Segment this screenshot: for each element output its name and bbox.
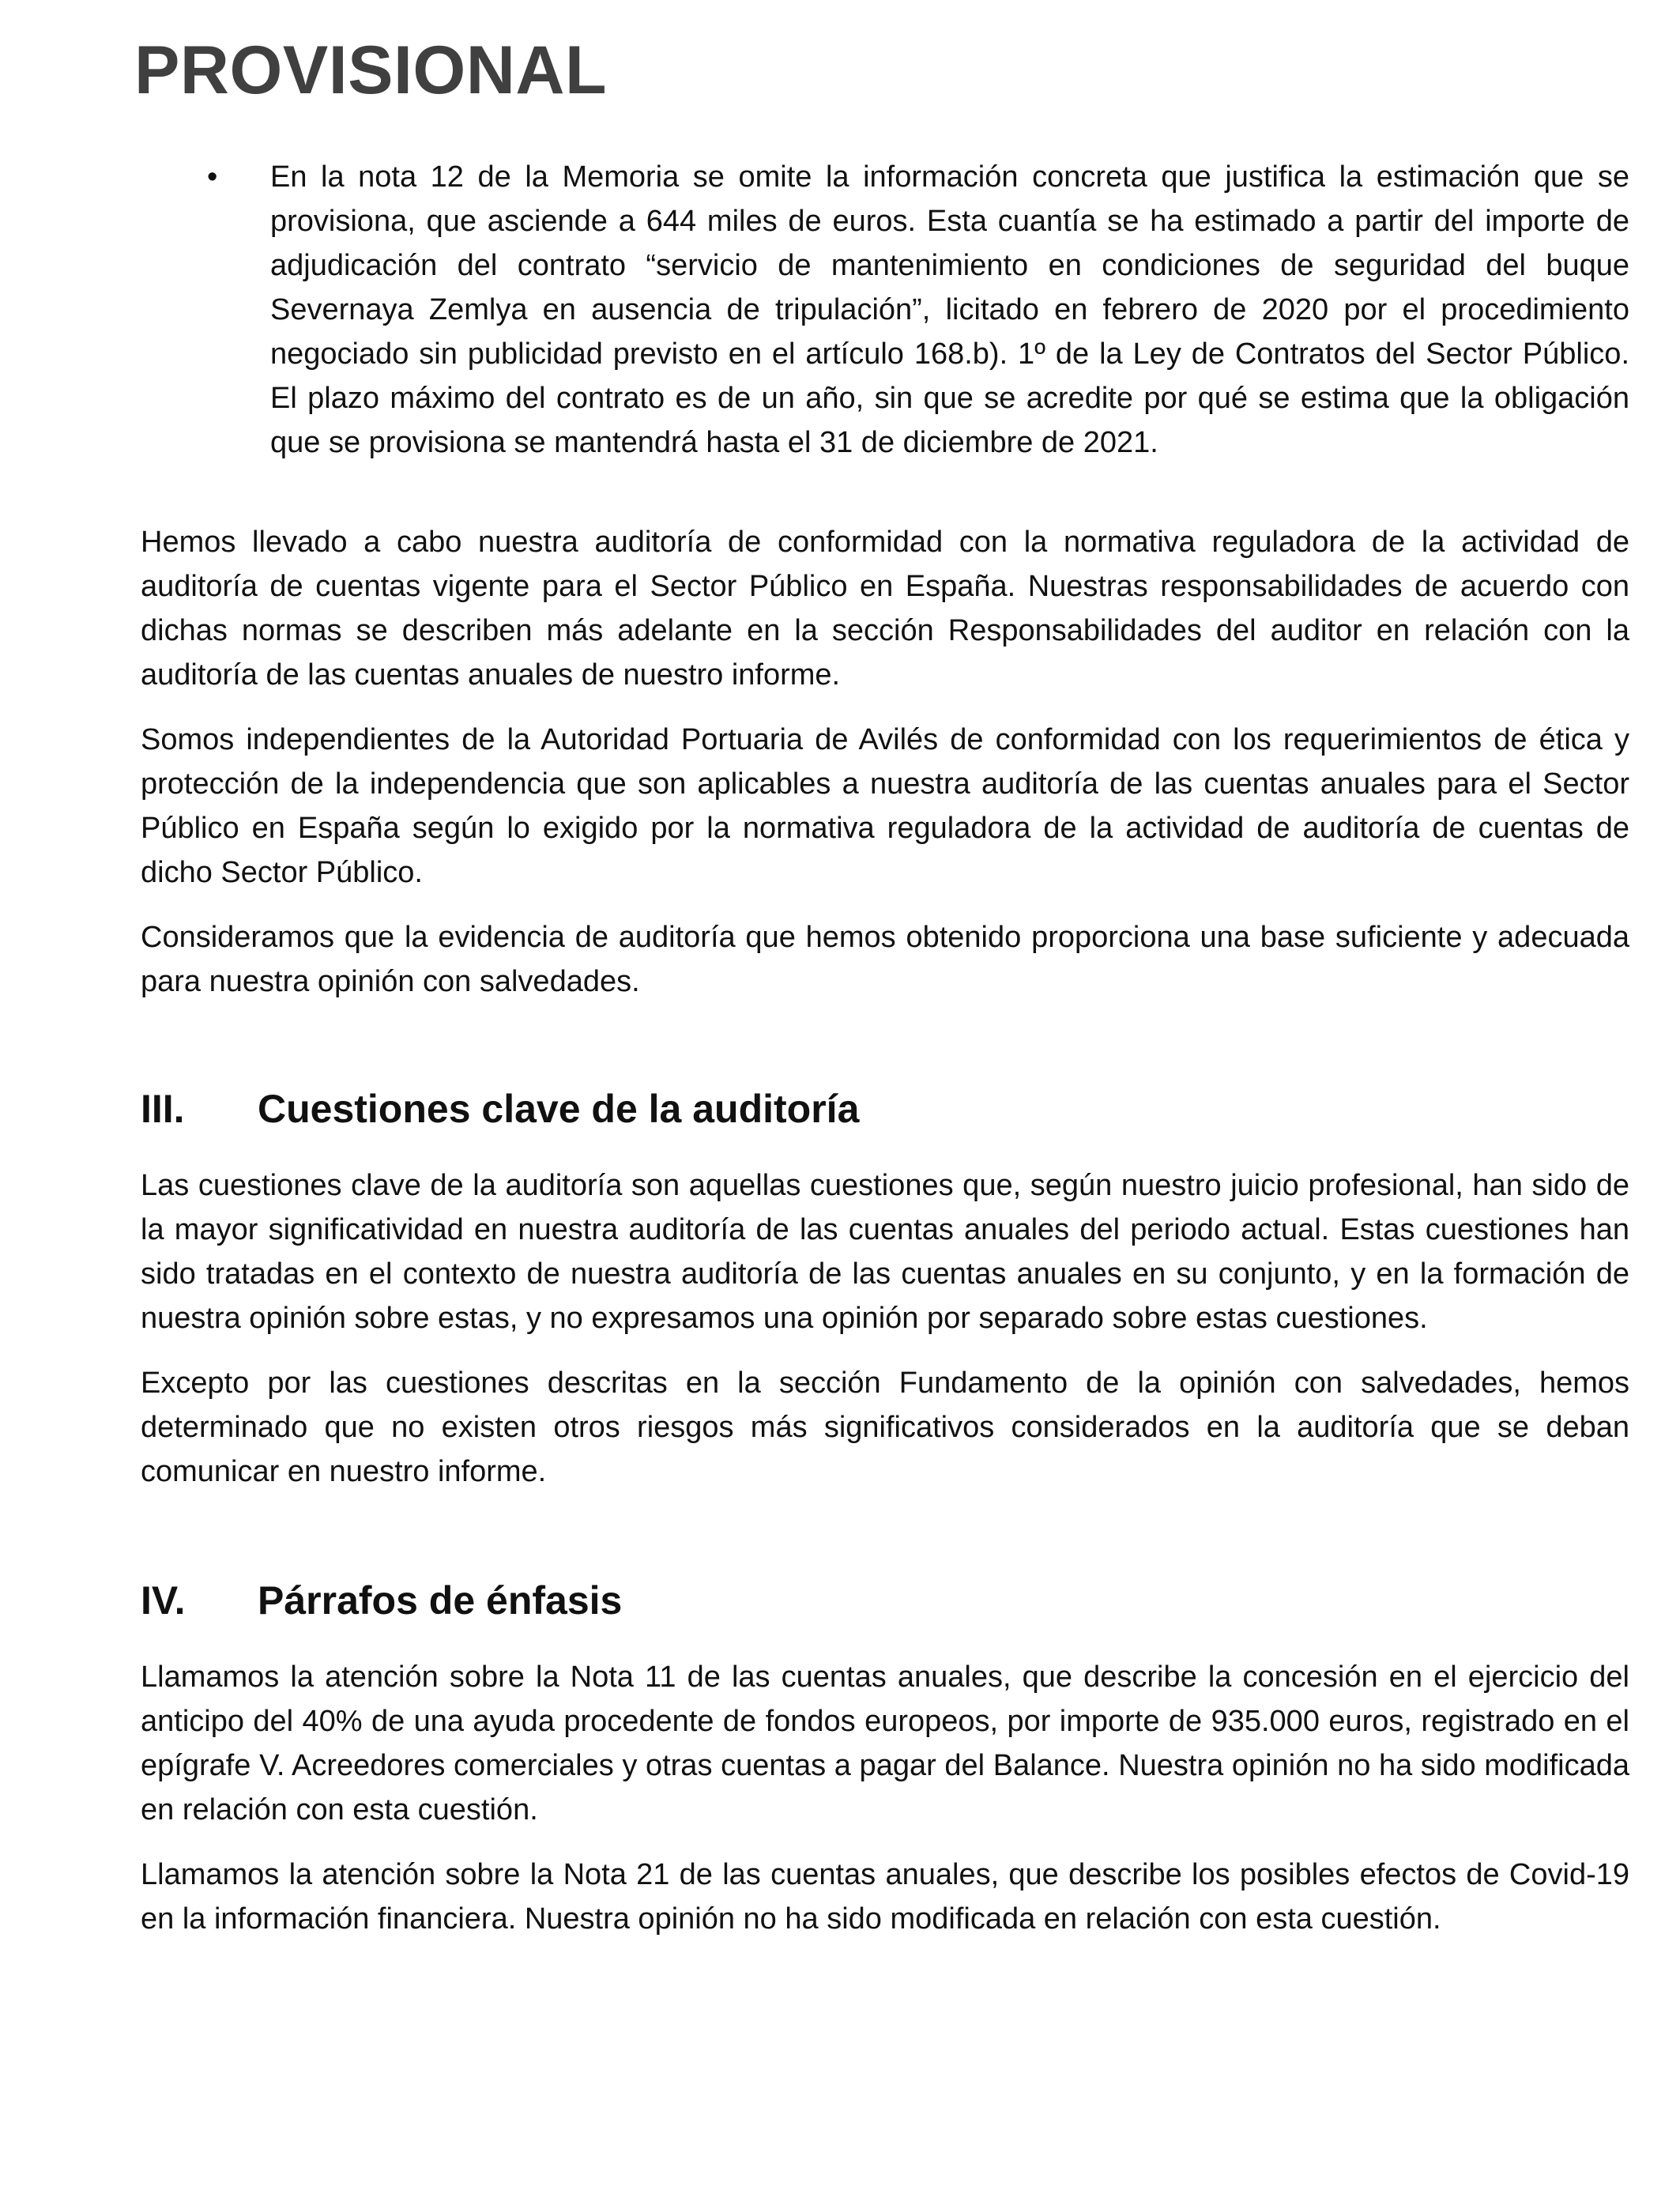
emphasis-paragraph-1: Llamamos la atención sobre la Nota 11 de las cuentas anuales, que describe la concesión en el ejercicio del anticipo del 40% de una ayuda procedente de fondos europeos, por importe de 935.000 euros, registrado en el epígrafe V. Acreedores comerciales y otras cuentas a pagar del Balance. Nuestra opinión no ha sido modificada en relación con esta cuestión. [141, 1661, 1629, 1826]
key-matters-paragraph-2: Excepto por las cuestiones descritas en la sección Fundamento de la opinión con salvedades, hemos determinado que no existen otros riesgos más significativos considerados en la auditoría que se deban comunicar en nuestro informe. [141, 1367, 1629, 1488]
bullet-item [141, 155, 1629, 465]
emphasis-paragraph-2: Llamamos la atención sobre la Nota 21 de las cuentas anuales, que describe los posibles efectos de Covid-19 en la información financiera. Nuestra opinión no ha sido modificada en relación con esta cuestión. [141, 1858, 1629, 1936]
provisional-watermark: PROVISIONAL [134, 32, 608, 108]
section-number: III. [141, 1087, 185, 1131]
section-title: Cuestiones clave de la auditoría [258, 1087, 860, 1131]
bullet-dot-icon: • [207, 160, 218, 194]
basis-paragraph-3: Consideramos que la evidencia de auditoría que hemos obtenido proporciona una base suficiente y adecuada para nuestra opinión con salvedades. [141, 921, 1629, 998]
bullet-text: En la nota 12 de la Memoria se omite la información concreta que justifica la estimación que se provisiona, que asciende a 644 miles de euros. Esta cuantía se ha estimado a partir del importe de adjudicación del contrato “servicio de mantenimiento en condiciones de seguridad del buque Severnaya Zemlya en ausencia de tripulación”, licitado en febrero de 2020 por el procedimiento negociado sin publicidad previsto en el artículo 168.b). 1º de la Ley de Contratos del Sector Público. El plazo máximo del contrato es de un año, sin que se acredite por qué se estima que la obligación que se provisiona se mantendrá hasta el 31 de diciembre de 2021. [270, 160, 1629, 459]
section-title: Párrafos de énfasis [258, 1578, 623, 1623]
basis-paragraph-1: Hemos llevado a cabo nuestra auditoría de conformidad con la normativa reguladora de la actividad de auditoría de cuentas vigente para el Sector Público en España. Nuestras responsabilidades de acuerdo con dichas normas se describen más adelante en la sección Responsabilidades del auditor en relación con la auditoría de las cuentas anuales de nuestro informe. [141, 526, 1629, 692]
key-matters-paragraph-1: Las cuestiones clave de la auditoría son aquellas cuestiones que, según nuestro juicio profesional, han sido de la mayor significatividad en nuestra auditoría de las cuentas anuales del periodo actual. Estas cuestiones han sido tratadas en el contexto de nuestra auditoría de las cuentas anuales en su conjunto, y en la formación de nuestra opinión sobre estas, y no expresamos una opinión por separado sobre estas cuestiones. [141, 1169, 1629, 1335]
section-number: IV. [141, 1578, 186, 1623]
basis-paragraph-2: Somos independientes de la Autoridad Portuaria de Avilés de conformidad con los requerimientos de ética y protección de la independencia que son aplicables a nuestra auditoría de las cuentas anuales para el Sector Público en España según lo exigido por la normativa reguladora de la actividad de auditoría de cuentas de dicho Sector Público. [141, 723, 1629, 889]
section-heading-key-matters [141, 1081, 1629, 1137]
document-body [141, 155, 1629, 1962]
section-heading-emphasis [141, 1573, 1629, 1628]
